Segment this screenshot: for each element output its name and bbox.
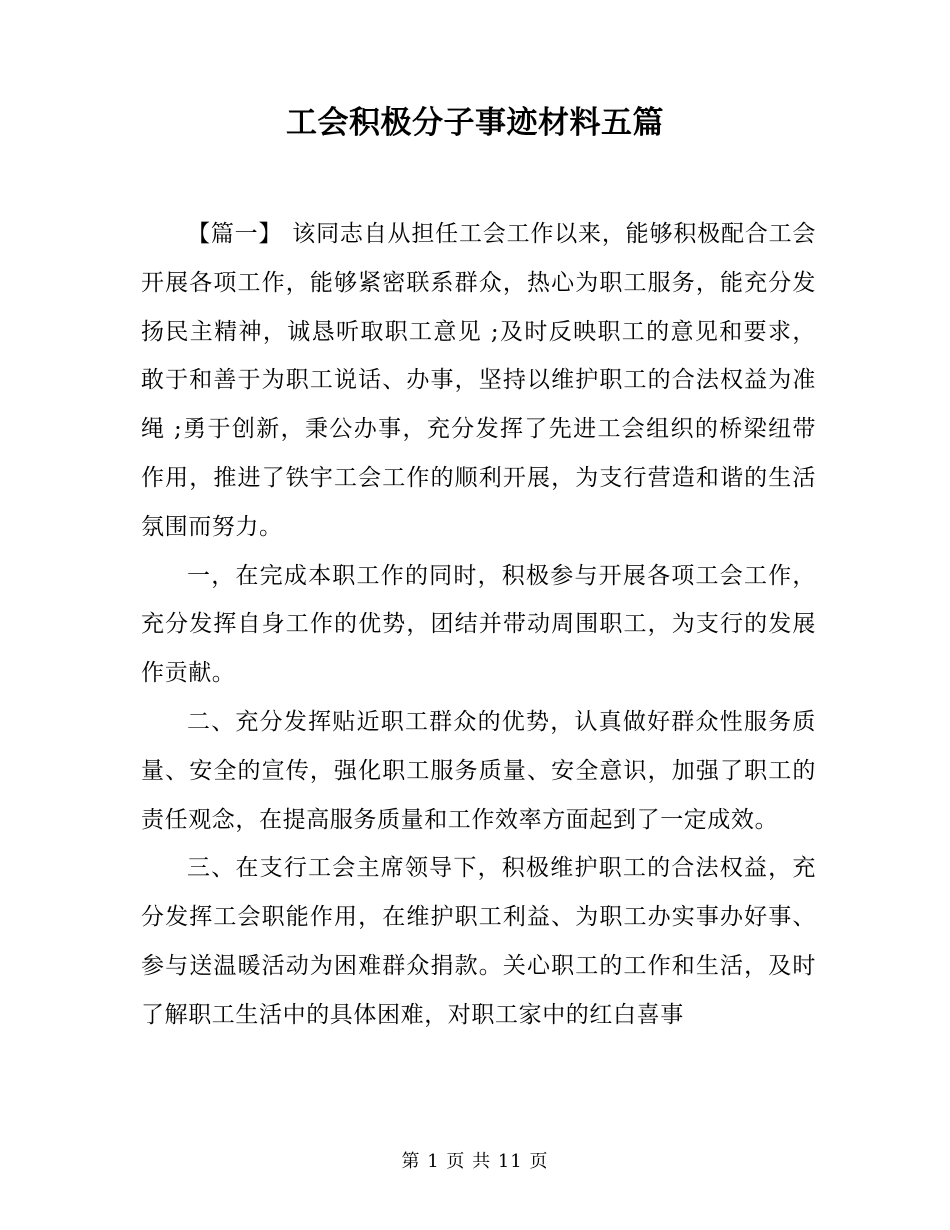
paragraph xyxy=(141,552,816,698)
paragraph-text: 一，在完成本职工作的同时，积极参与开展各项工会工作，充分发挥自身工作的优势，团结并带动周围职工，为支行的发展作贡献。 xyxy=(141,562,816,687)
document-title: 工会积极分子事迹材料五篇 xyxy=(286,105,664,141)
paragraph-text: 该同志自从担任工会工作以来，能够积极配合工会开展各项工作，能够紧密联系群众，热心为职工服务，能充分发扬民主精神，诚恳听取职工意见 ;及时反映职工的意见和要求，敢于和善于为职工说话、办事，坚持以维护职工的合法权益为准绳 ;勇于创新，秉公办事，充分发挥了先进工会组织的桥梁纽带作用，推进了铁宇工会工作的顺利开展，为支行营造和谐的生活氛围而努力。 xyxy=(141,221,816,540)
document-body xyxy=(141,210,816,1040)
paragraph-text: 三、在支行工会主席领导下，积极维护职工的合法权益，充分发挥工会职能作用，在维护职工利益、为职工办实事办好事、参与送温暖活动为困难群众捐款。关心职工的工作和生活，及时了解职工生活中的具体困难，对职工家中的红白喜事 xyxy=(141,855,816,1028)
paragraph xyxy=(141,210,816,552)
paragraph xyxy=(141,844,816,1039)
paragraph-text: 二、充分发挥贴近职工群众的优势，认真做好群众性服务质量、安全的宣传，强化职工服务质量、安全意识，加强了职工的责任观念，在提高服务质量和工作效率方面起到了一定成效。 xyxy=(141,708,816,833)
page-number-footer: 第 1 页 共 11 页 xyxy=(401,1151,549,1172)
paragraph xyxy=(141,698,816,844)
section-marker: 【篇一】 xyxy=(187,221,283,247)
